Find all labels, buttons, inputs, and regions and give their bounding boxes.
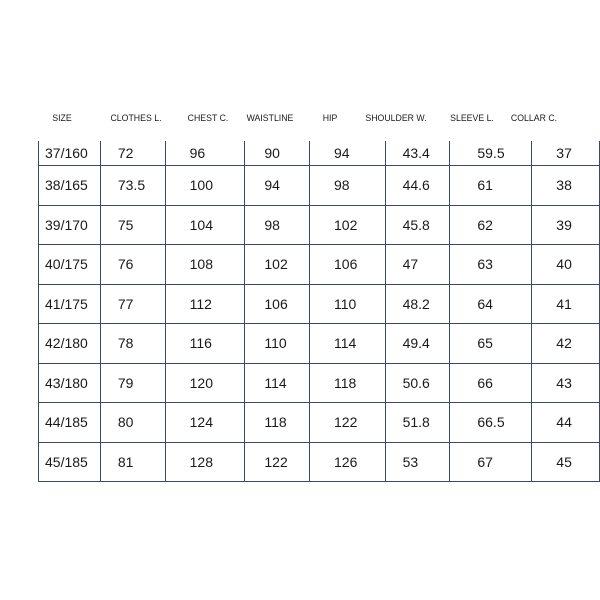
header-waistline: WAISTLINE xyxy=(246,113,294,124)
table-cell: 40/175 xyxy=(39,245,101,285)
table-cell: 37/160 xyxy=(39,141,101,166)
table-cell: 106 xyxy=(245,284,310,324)
table-cell: 41/175 xyxy=(39,284,101,324)
table-cell: 77 xyxy=(100,284,165,324)
table-cell: 114 xyxy=(245,363,310,403)
table-cell: 43/180 xyxy=(39,363,101,403)
table-cell: 98 xyxy=(310,166,386,206)
table-cell: 67 xyxy=(450,442,532,482)
table-cell: 73.5 xyxy=(100,166,165,206)
table-cell: 59.5 xyxy=(450,141,532,166)
table-cell: 53 xyxy=(385,442,450,482)
header-shoulder-width: SHOULDER W. xyxy=(365,113,427,124)
table-cell: 45.8 xyxy=(385,205,450,245)
table-cell: 78 xyxy=(100,324,165,364)
table-cell: 44 xyxy=(532,403,600,443)
table-cell: 42 xyxy=(532,324,600,364)
table-cell: 81 xyxy=(100,442,165,482)
table-cell: 75 xyxy=(100,205,165,245)
table-cell: 41 xyxy=(532,284,600,324)
table-cell: 45 xyxy=(532,442,600,482)
header-hip: HIP xyxy=(322,113,338,124)
header-collar-circumference: COLLAR C. xyxy=(510,113,558,124)
table-cell: 43 xyxy=(532,363,600,403)
table-cell: 108 xyxy=(165,245,245,285)
table-cell: 106 xyxy=(310,245,386,285)
table-row xyxy=(39,245,600,285)
table-cell: 80 xyxy=(100,403,165,443)
table-cell: 65 xyxy=(450,324,532,364)
table-cell: 100 xyxy=(165,166,245,206)
table-cell: 94 xyxy=(245,166,310,206)
table-cell: 128 xyxy=(165,442,245,482)
table-cell: 38/165 xyxy=(39,166,101,206)
table-cell: 42/180 xyxy=(39,324,101,364)
table-cell: 62 xyxy=(450,205,532,245)
table-cell: 49.4 xyxy=(385,324,450,364)
table-row xyxy=(39,442,600,482)
header-size: SIZE xyxy=(52,113,72,124)
table-cell: 124 xyxy=(165,403,245,443)
table-cell: 102 xyxy=(245,245,310,285)
header-chest-circumference: CHEST C. xyxy=(187,113,229,124)
table-row xyxy=(39,403,600,443)
table-cell: 122 xyxy=(245,442,310,482)
table-cell: 104 xyxy=(165,205,245,245)
table-cell: 44.6 xyxy=(385,166,450,206)
table-cell: 110 xyxy=(310,284,386,324)
table-cell: 37 xyxy=(532,141,600,166)
table-cell: 61 xyxy=(450,166,532,206)
table-header-row xyxy=(38,108,564,130)
table-cell: 122 xyxy=(310,403,386,443)
table-row xyxy=(39,205,600,245)
table-row xyxy=(39,363,600,403)
table-cell: 114 xyxy=(310,324,386,364)
size-chart-table xyxy=(38,141,600,482)
table-cell: 43.4 xyxy=(385,141,450,166)
table-row xyxy=(39,141,600,166)
table-cell: 126 xyxy=(310,442,386,482)
table-cell: 38 xyxy=(532,166,600,206)
table-row xyxy=(39,324,600,364)
table-cell: 63 xyxy=(450,245,532,285)
table-row xyxy=(39,166,600,206)
table-cell: 116 xyxy=(165,324,245,364)
table-cell: 48.2 xyxy=(385,284,450,324)
table-cell: 50.6 xyxy=(385,363,450,403)
table-cell: 90 xyxy=(245,141,310,166)
table-cell: 39 xyxy=(532,205,600,245)
table-cell: 79 xyxy=(100,363,165,403)
table-cell: 45/185 xyxy=(39,442,101,482)
table-cell: 76 xyxy=(100,245,165,285)
table-cell: 40 xyxy=(532,245,600,285)
table-cell: 98 xyxy=(245,205,310,245)
table-cell: 72 xyxy=(100,141,165,166)
header-clothes-length: CLOTHES L. xyxy=(110,113,162,124)
table-cell: 39/170 xyxy=(39,205,101,245)
table-cell: 47 xyxy=(385,245,450,285)
table-cell: 112 xyxy=(165,284,245,324)
header-sleeve-length: SLEEVE L. xyxy=(450,113,494,124)
table-cell: 96 xyxy=(165,141,245,166)
table-cell: 94 xyxy=(310,141,386,166)
table-cell: 118 xyxy=(310,363,386,403)
table-cell: 110 xyxy=(245,324,310,364)
table-cell: 51.8 xyxy=(385,403,450,443)
table-cell: 118 xyxy=(245,403,310,443)
table-cell: 64 xyxy=(450,284,532,324)
table-cell: 66.5 xyxy=(450,403,532,443)
table-cell: 120 xyxy=(165,363,245,403)
table-cell: 44/185 xyxy=(39,403,101,443)
table-cell: 102 xyxy=(310,205,386,245)
table-cell: 66 xyxy=(450,363,532,403)
table-row xyxy=(39,284,600,324)
